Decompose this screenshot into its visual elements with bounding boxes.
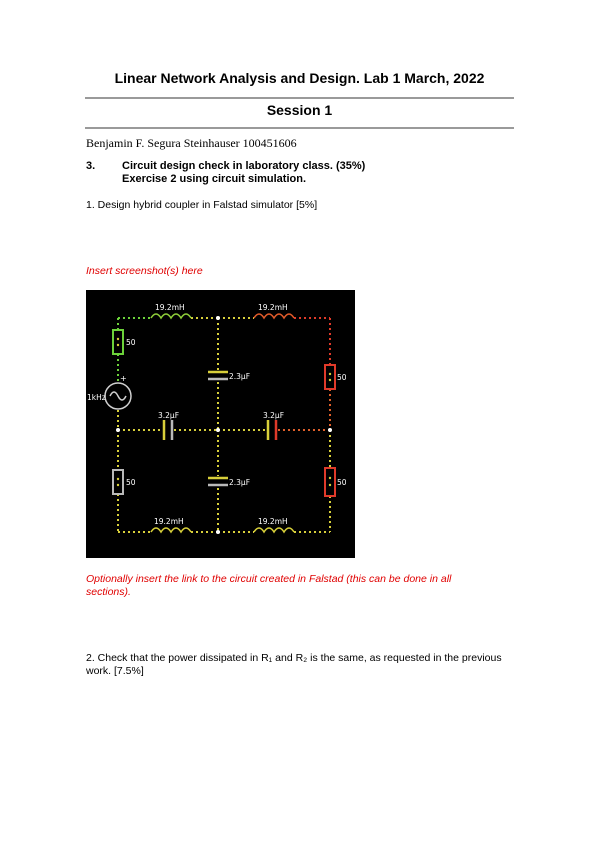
label-inductor-bottom-left: 19.2mH [154, 517, 184, 526]
label-res-bottom-right: 50 [337, 478, 347, 487]
label-inductor-bottom-right: 19.2mH [258, 517, 288, 526]
svg-text:+: + [120, 374, 127, 383]
circuit-screenshot [86, 290, 355, 558]
divider [85, 127, 514, 129]
label-source: 1kHz [87, 393, 106, 402]
label-inductor-top-right: 19.2mH [258, 303, 288, 312]
circuit-diagram [86, 290, 355, 558]
label-cap-mid-lower: 2.3µF [229, 478, 251, 487]
label-res-top-left: 50 [126, 338, 136, 347]
res-top-left [113, 330, 123, 354]
res-top-right [325, 365, 335, 389]
task-1: 1. Design hybrid coupler in Falstad simulator [5%] [86, 199, 318, 211]
screenshot-placeholder: Insert screenshot(s) here [86, 265, 203, 277]
res-bottom-right [325, 468, 335, 496]
section-heading [122, 160, 365, 186]
label-cap-mid-upper: 2.3µF [229, 372, 251, 381]
divider [85, 97, 514, 99]
session-heading: Session 1 [266, 102, 333, 118]
label-res-top-right: 50 [337, 373, 347, 382]
document-title: Linear Network Analysis and Design. Lab 1 March, 2022 [114, 70, 485, 86]
inductor-bottom-right [254, 528, 294, 532]
label-res-bottom-left: 50 [126, 478, 136, 487]
inductor-top-left [151, 314, 191, 318]
res-bottom-left [113, 470, 123, 494]
inductor-top-right [254, 314, 294, 318]
author-line: Benjamin F. Segura Steinhauser 100451606 [86, 136, 297, 150]
task-2: 2. Check that the power dissipated in R₁ and R₂ is the same, as requested in the previous work. [7.5%] [86, 652, 502, 677]
section-title: Circuit design check in laboratory class. (35%) [122, 160, 366, 172]
link-placeholder: Optionally insert the link to the circuit created in Falstad (this can be done in all sections). [86, 573, 452, 598]
section-number: 3. [86, 160, 96, 172]
label-cap-left: 3.2µF [158, 411, 180, 420]
label-inductor-top-left: 19.2mH [155, 303, 185, 312]
section-subtitle: Exercise 2 using circuit simulation. [122, 173, 307, 185]
label-cap-right: 3.2µF [263, 411, 285, 420]
inductor-bottom-left [151, 528, 191, 532]
